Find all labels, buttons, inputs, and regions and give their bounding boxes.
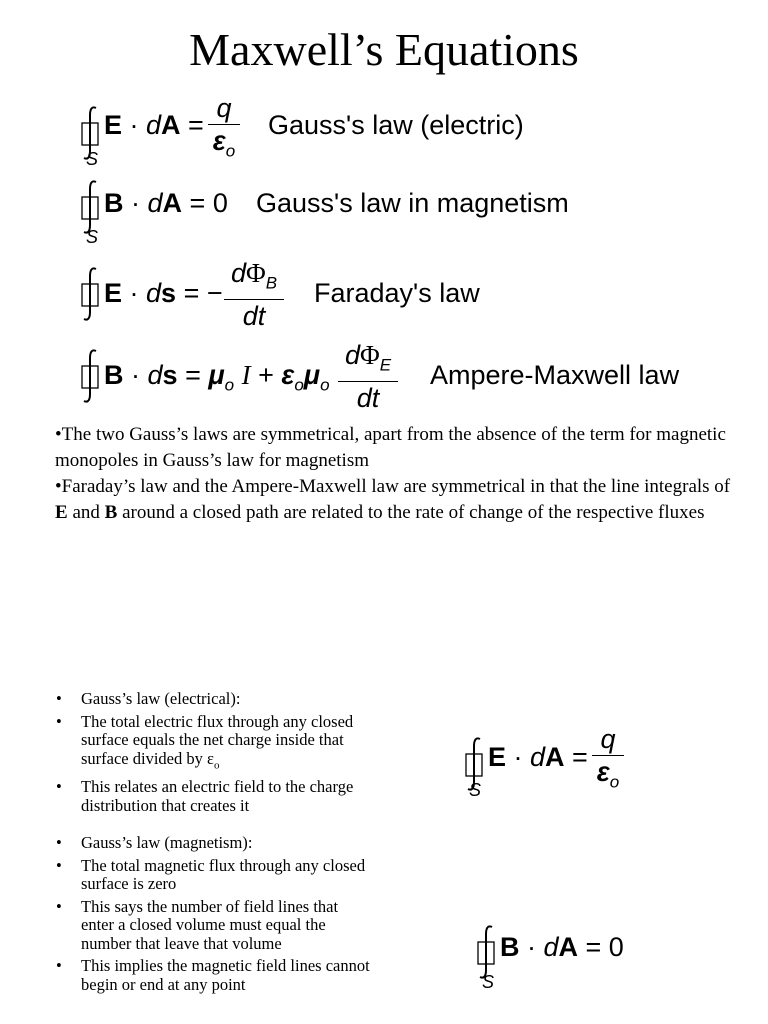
line-integral-icon bbox=[78, 348, 104, 404]
lhs-expression: E · dA = bbox=[104, 110, 204, 140]
lhs-expression: B · dA = 0 bbox=[500, 932, 624, 962]
line-integral-icon bbox=[78, 266, 104, 322]
equation-ampere-maxwell bbox=[78, 340, 718, 416]
note-gauss-symmetry: •The two Gauss’s laws are symmetrical, apart from the absence of the term for magnetic monopoles in Gauss’s law for magnetism bbox=[55, 424, 726, 471]
equation-gauss-magnetism bbox=[78, 175, 618, 251]
section-heading: • Gauss’s law (electrical): bbox=[52, 690, 372, 709]
law-label: Ampere-Maxwell law bbox=[430, 360, 680, 390]
surface-subscript: S bbox=[86, 227, 99, 247]
lhs-expression: E · ds = − bbox=[104, 278, 223, 308]
lhs-expression: B · ds = $\mu_o$ $I + \varepsilon_o\mu_o$ bbox=[104, 360, 330, 395]
list-item: • This says the number of field lines that enter a closed volume must equal the number that leave that volume bbox=[52, 898, 372, 954]
list-item: • This implies the magnetic field lines cannot begin or end at any point bbox=[52, 957, 372, 994]
list-item: • The total electric flux through any closed surface equals the net charge inside that surface divided by $\varepsilon_o$ bbox=[52, 713, 372, 775]
surface-subscript: S bbox=[482, 972, 495, 992]
gauss-magnetism-section bbox=[52, 834, 372, 998]
lhs-expression: E · dA = bbox=[488, 742, 588, 772]
list-item: • This relates an electric field to the charge distribution that creates it bbox=[52, 778, 372, 815]
gauss-electric-section bbox=[52, 690, 372, 819]
section-heading: • Gauss’s law (magnetism): bbox=[52, 834, 372, 853]
equation-gauss-electric-small bbox=[462, 724, 662, 804]
rhs-fraction: $d\Phi_E$ dt bbox=[338, 340, 398, 413]
rhs-fraction: $d\Phi_B$ dt bbox=[224, 258, 284, 331]
equation-faraday bbox=[78, 258, 518, 334]
note-faraday-symmetry: •Faraday’s law and the Ampere-Maxwell law are symmetrical in that the line integrals of E and B around a closed path are related to the rate of change of the respective fluxes bbox=[55, 476, 731, 523]
page-title: Maxwell’s Equations bbox=[189, 24, 579, 75]
law-label: Gauss's law (electric) bbox=[268, 110, 524, 140]
surface-subscript: S bbox=[86, 149, 99, 169]
law-label: Gauss's law in magnetism bbox=[256, 188, 569, 218]
rhs-fraction: q $\varepsilon_o$ bbox=[208, 93, 240, 166]
law-label: Faraday's law bbox=[314, 278, 480, 308]
equation-gauss-electric bbox=[78, 95, 578, 171]
rhs-fraction: q $\varepsilon_o$ bbox=[592, 724, 624, 797]
list-item: • The total magnetic flux through any closed surface is zero bbox=[52, 857, 372, 894]
surface-subscript: S bbox=[469, 780, 482, 800]
lhs-expression: B · dA = 0 bbox=[104, 188, 228, 218]
equation-gauss-magnetism-small bbox=[474, 920, 674, 996]
